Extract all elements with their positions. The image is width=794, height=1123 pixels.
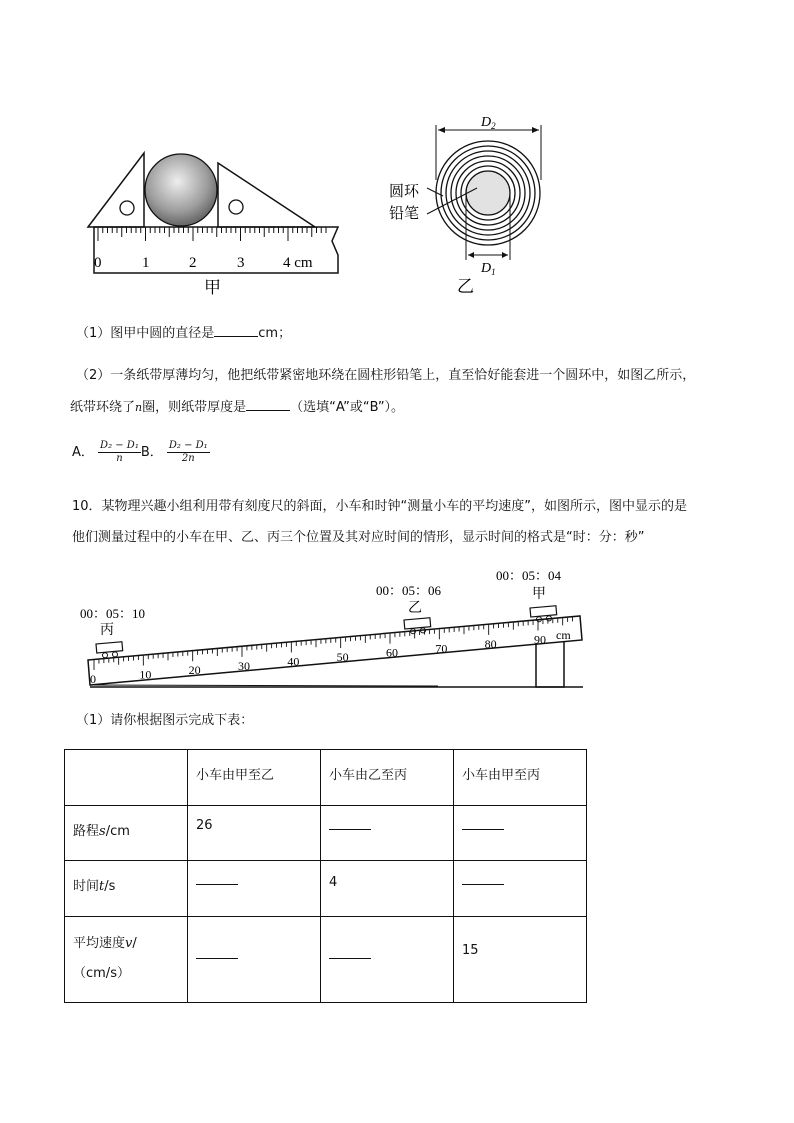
incline-label-6: 60 — [386, 645, 398, 660]
ruler-jia-label-4: 4 cm — [283, 255, 313, 271]
pencil — [466, 171, 510, 215]
cell-distance-yi-bing[interactable] — [321, 806, 454, 861]
incline-label-4: 40 — [287, 654, 300, 669]
incline-label-8: 80 — [484, 636, 497, 651]
q9-part2-blank[interactable] — [246, 398, 290, 411]
caption-yi: 乙 — [457, 277, 474, 296]
q10-line2: 他们测量过程中的小车在甲、乙、丙三个位置及其对应时间的情形，显示时间的格式是“时：分：秒” — [72, 530, 645, 545]
cell-distance-jia-yi: 26 — [188, 806, 321, 861]
caption-jia: 甲 — [204, 278, 221, 297]
table-row — [65, 861, 587, 917]
table-header-jia-yi: 小车由甲至乙 — [188, 750, 321, 806]
option-b-fraction: $\frac{\text{D₂ − D₁}}{2n}$ — [168, 440, 208, 464]
set-square-left-hole — [120, 201, 134, 215]
table-row — [65, 806, 587, 861]
ruler-jia-label-1: 1 — [142, 255, 150, 271]
time-jia: 00：05：04 — [496, 568, 562, 583]
incline-label-0: 0 — [90, 672, 96, 686]
results-table — [64, 749, 587, 1003]
incline-ruler — [88, 616, 582, 685]
row-time-label: 时间t/s — [65, 861, 188, 917]
q9-part2-line1: （2）一条纸带厚薄均匀，他把纸带紧密地环绕在圆柱形铅笔上，直至恰好能套进一个圆环中，如图乙所示， — [76, 368, 696, 383]
cell-distance-jia-bing[interactable] — [454, 806, 587, 861]
incline-label-1: 10 — [139, 667, 152, 682]
d2-label: $D_2$ — [481, 115, 496, 131]
cell-time-jia-yi[interactable] — [188, 861, 321, 917]
incline-label-5: 50 — [336, 650, 349, 665]
time-bing: 00：05：10 — [80, 606, 146, 621]
set-square-right-hole — [229, 200, 243, 214]
option-a-label: A． — [72, 445, 94, 460]
table-header-yi-bing: 小车由乙至丙 — [321, 750, 454, 806]
table-header-empty — [65, 750, 188, 806]
table-header-jia-bing: 小车由甲至丙 — [454, 750, 587, 806]
q9-part1-prefix: （1）图甲中圆的直径是 — [76, 326, 215, 341]
option-b-label: B． — [140, 445, 163, 460]
d1-label: $D_1$ — [481, 261, 496, 277]
q9-part2-text-b: 圈，则纸带厚度是 — [142, 400, 247, 415]
incline-label-7: 70 — [435, 641, 448, 656]
ruler-jia-label-3: 3 — [237, 255, 245, 271]
q9-part1 — [76, 324, 291, 343]
ruler-jia-label-0: 0 — [94, 255, 102, 271]
time-yi: 00：05：06 — [376, 583, 442, 598]
label-bing: 丙 — [100, 623, 114, 638]
cell-speed-yi-bing[interactable] — [321, 917, 454, 1003]
q9-options — [72, 440, 210, 465]
ruler-jia-ticks — [98, 227, 326, 241]
q10-instruction: （1）请你根据图示完成下表： — [76, 713, 254, 728]
set-square-right — [218, 163, 315, 227]
q9-part2-line2 — [70, 398, 404, 417]
option-a-fraction: $\frac{\text{D₂ − D₁}}{n}$ — [100, 440, 139, 464]
table-row — [65, 917, 587, 1003]
incline-label-3: 30 — [238, 658, 250, 673]
q10-line1: 10．某物理兴趣小组利用带有刻度尺的斜面，小车和时钟“测量小车的平均速度”，如图所示，图中显示的是 — [72, 499, 688, 514]
incline-figure — [78, 562, 588, 694]
q9-part2-text-a: 纸带环绕了 — [70, 400, 136, 415]
cell-time-yi-bing: 4 — [321, 861, 454, 917]
cart-bing — [96, 642, 123, 659]
q9-part2-text-c: （选填“A”或“B”）。 — [290, 400, 405, 415]
figure-yi — [385, 110, 555, 300]
ball — [145, 154, 217, 226]
row-distance-label: 路程s/cm — [65, 806, 188, 861]
q9-part1-blank[interactable] — [214, 324, 258, 337]
figure-jia — [80, 145, 350, 300]
label-yi: 乙 — [408, 601, 422, 616]
cell-speed-jia-yi[interactable] — [188, 917, 321, 1003]
incline-label-10: cm — [556, 628, 571, 642]
incline-label-9: 90 — [534, 632, 546, 647]
incline-label-2: 20 — [188, 663, 201, 678]
cell-speed-jia-bing: 15 — [454, 917, 587, 1003]
ring-label: 圆环 — [389, 184, 420, 200]
set-square-left — [88, 153, 144, 227]
ruler-jia-label-2: 2 — [189, 255, 197, 271]
q9-part2-n: n — [135, 401, 143, 414]
cell-time-jia-bing[interactable] — [454, 861, 587, 917]
q9-part1-suffix: cm； — [258, 326, 292, 341]
label-jia: 甲 — [532, 587, 546, 602]
row-speed-label: 平均速度v/ （cm/s） — [65, 917, 188, 1003]
pencil-label: 铅笔 — [389, 206, 420, 222]
